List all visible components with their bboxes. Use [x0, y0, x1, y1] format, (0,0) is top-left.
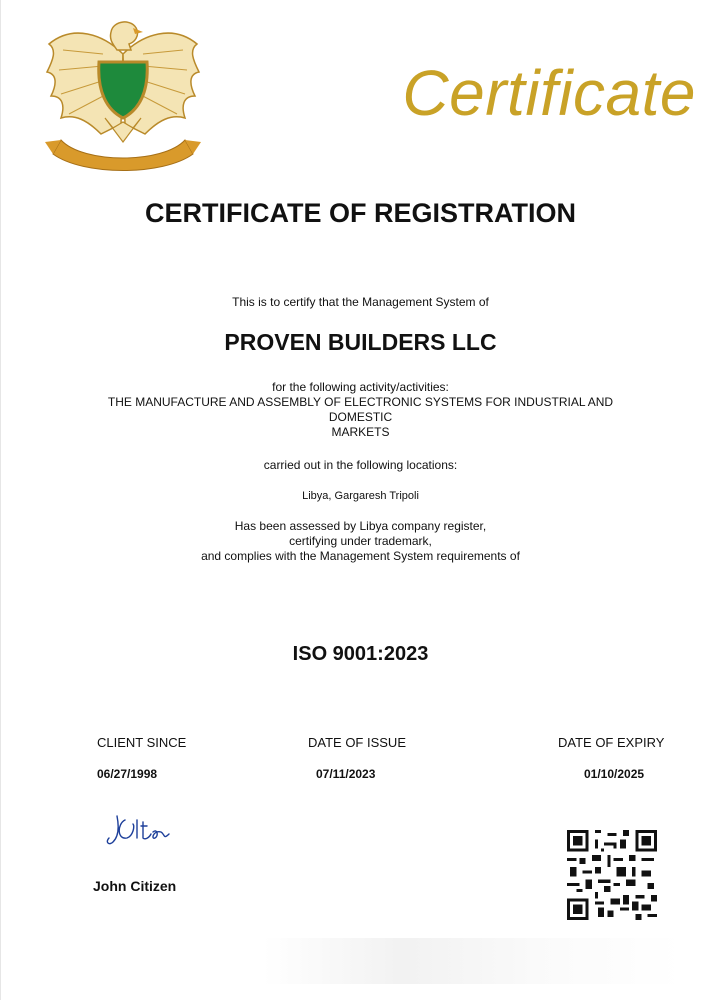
- page-title: CERTIFICATE OF REGISTRATION: [145, 198, 576, 228]
- iso-standard: ISO 9001:2023: [292, 643, 429, 665]
- signatory-name: John Citizen: [93, 878, 177, 894]
- date-of-issue-value: 07/11/2023: [316, 767, 376, 781]
- certificate-heading: Certificate: [402, 57, 696, 129]
- certify-intro: This is to certify that the Management System of: [232, 295, 489, 309]
- client-since-value: 06/27/1998: [97, 767, 158, 781]
- date-of-expiry-value: 01/10/2025: [584, 767, 645, 781]
- signature-mark: [103, 810, 173, 852]
- date-of-issue-label: DATE OF ISSUE: [308, 735, 406, 750]
- assessment-line-3: and complies with the Management System requirements of: [201, 549, 520, 563]
- eagle-emblem-icon: [43, 14, 203, 172]
- assessment-line-1: Has been assessed by Libya company register,: [234, 519, 487, 533]
- qr-code-icon: [567, 830, 657, 920]
- date-of-expiry-label: DATE OF EXPIRY: [558, 735, 665, 750]
- activity-block: [1, 380, 720, 440]
- blurred-footer-area: [263, 938, 683, 984]
- client-since-label: CLIENT SINCE: [97, 735, 187, 750]
- activity-line-2: DOMESTIC: [328, 410, 393, 424]
- assessment-line-2: certifying under trademark,: [289, 534, 432, 548]
- assessment-block: [1, 519, 720, 564]
- location-value: Libya, Gargaresh Tripoli: [302, 490, 419, 502]
- locations-lead: carried out in the following locations:: [263, 458, 458, 472]
- activity-line-3: MARKETS: [331, 425, 390, 439]
- activity-lead: for the following activity/activities:: [272, 380, 449, 394]
- company-name: PROVEN BUILDERS LLC: [224, 329, 497, 355]
- activity-line-1: THE MANUFACTURE AND ASSEMBLY OF ELECTRONIC SYSTEMS FOR INDUSTRIAL AND: [107, 395, 614, 409]
